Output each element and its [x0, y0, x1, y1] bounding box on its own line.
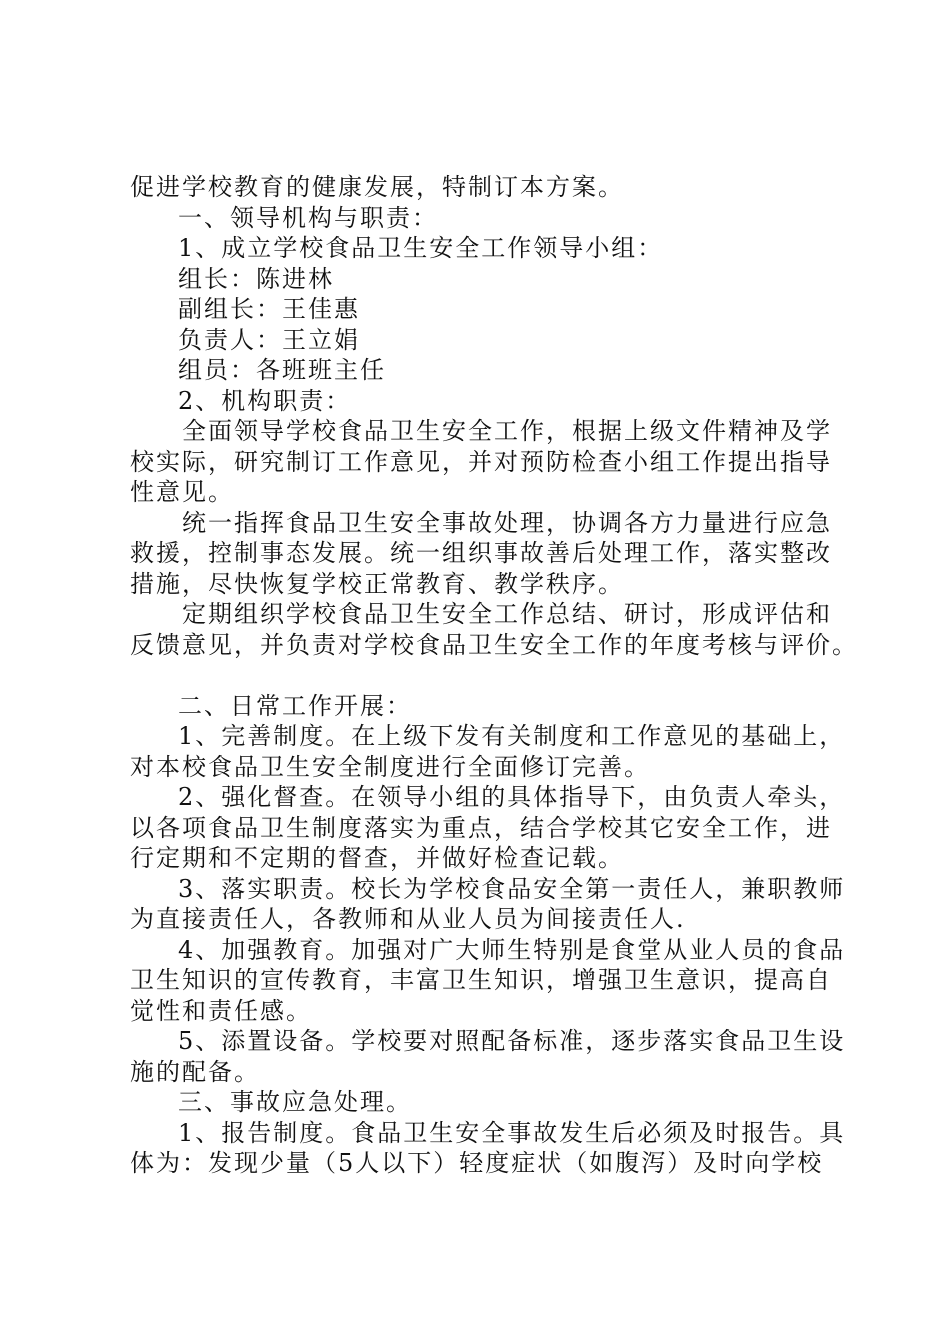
document-body: [130, 172, 858, 1179]
text-line: 促进学校教育的健康发展，特制订本方案。: [130, 173, 624, 201]
text-line: 觉性和责任感。: [130, 996, 312, 1025]
text-line: 1、完善制度。在上级下发有关制度和工作意见的基础上，: [178, 722, 846, 750]
text-line: 校实际，研究制订工作意见，并对预防检查小组工作提出指导: [130, 447, 832, 476]
text-line: 1、成立学校食品卫生安全工作领导小组：: [178, 234, 664, 262]
text-line: 组长：陈进林: [178, 264, 334, 293]
text-line: 统一指挥食品卫生安全事故处理，协调各方力量进行应急: [182, 508, 832, 537]
text-line: 全面领导学校食品卫生安全工作，根据上级文件精神及学: [182, 417, 832, 445]
text-line: 反馈意见，并负责对学校食品卫生安全工作的年度考核与评价。: [130, 630, 858, 659]
text-line: 2、强化督查。在领导小组的具体指导下，由负责人牵头，: [178, 783, 846, 811]
text-line: 2、机构职责：: [178, 386, 352, 415]
text-line: 对本校食品卫生安全制度进行全面修订完善。: [130, 752, 650, 781]
text-line: 4、加强教育。加强对广大师生特别是食堂从业人员的食品: [178, 935, 846, 964]
text-line: 3、落实职责。校长为学校食品安全第一责任人，兼职教师: [178, 874, 846, 903]
text-line: 为直接责任人，各教师和从业人员为间接责任人.: [130, 905, 686, 933]
text-line: 组员：各班班主任: [178, 356, 386, 384]
text-line: 卫生知识的宣传教育，丰富卫生知识，增强卫生意识，提高自: [130, 966, 832, 994]
text-line: 副组长：王佳惠: [178, 295, 360, 323]
text-line: 措施，尽快恢复学校正常教育、教学秩序。: [130, 569, 624, 598]
text-line: 性意见。: [130, 478, 234, 506]
text-line: 体为：发现少量（5人以下）轻度症状（如腹泻）及时向学校: [130, 1149, 824, 1177]
text-line: 1、报告制度。食品卫生安全事故发生后必须及时报告。具: [178, 1118, 846, 1147]
section-heading: 一、领导机构与职责：: [178, 203, 438, 232]
text-line: 救援，控制事态发展。统一组织事故善后处理工作，落实整改: [130, 539, 832, 567]
text-line: 定期组织学校食品卫生安全工作总结、研讨，形成评估和: [182, 600, 832, 628]
text-line: 5、添置设备。学校要对照配备标准，逐步落实食品卫生设: [178, 1027, 846, 1055]
blank-line: [130, 660, 830, 691]
section-heading: 三、事故应急处理。: [178, 1088, 412, 1116]
text-line: 施的配备。: [130, 1057, 260, 1086]
text-line: 以各项食品卫生制度落实为重点，结合学校其它安全工作，进: [130, 813, 832, 842]
text-line: 负责人：王立娟: [178, 325, 360, 354]
text-line: 行定期和不定期的督查，并做好检查记载。: [130, 844, 624, 872]
section-heading: 二、日常工作开展：: [178, 691, 412, 720]
